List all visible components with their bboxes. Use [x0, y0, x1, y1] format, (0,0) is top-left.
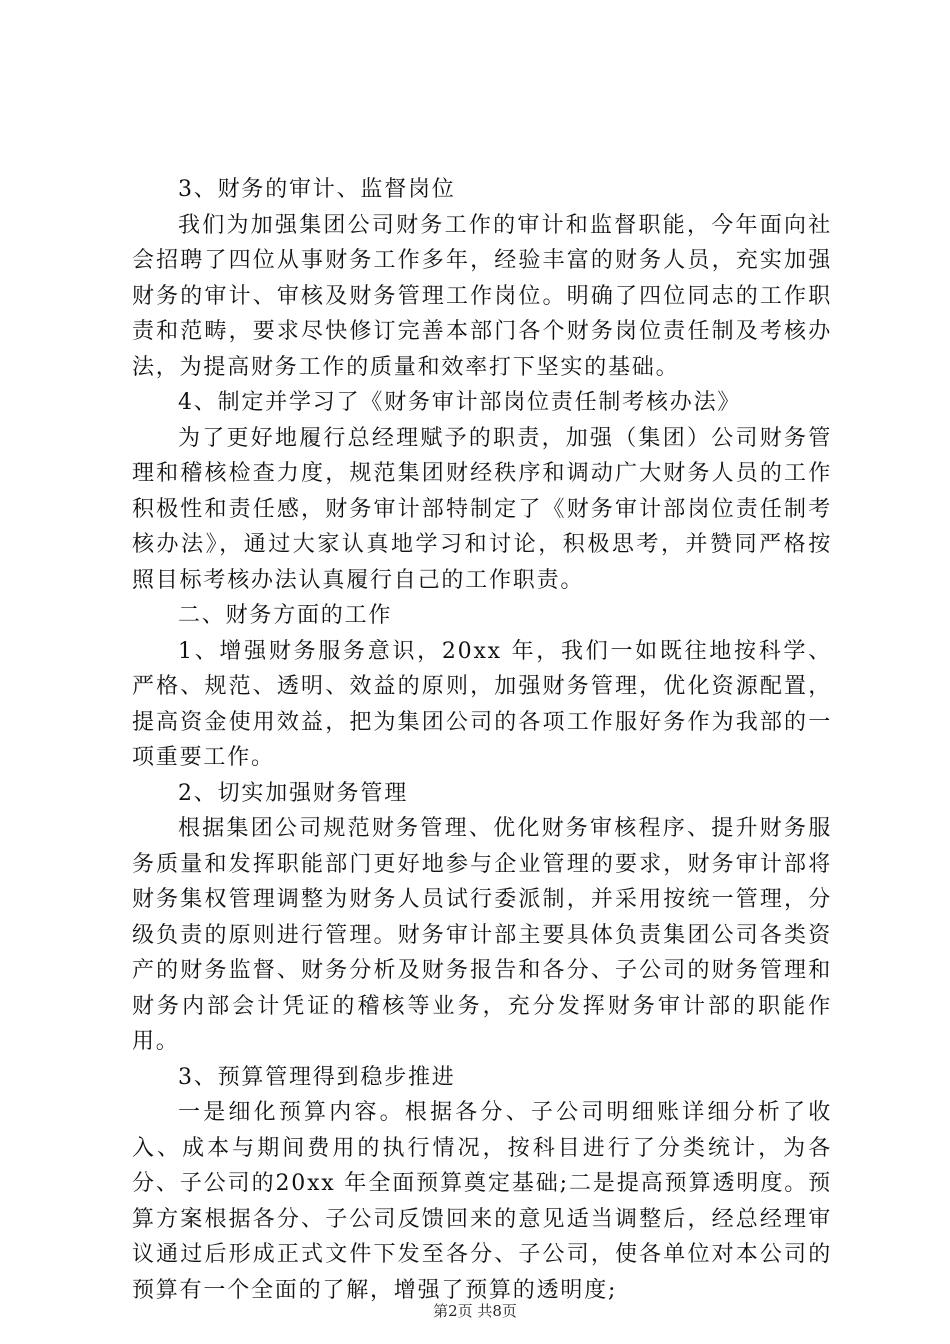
body-paragraph: 根据集团公司规范财务管理、优化财务审核程序、提升财务服务质量和发挥职能部门更好地参与企业管理的要求，财务审计部将财务集权管理调整为财务人员试行委派制，并采用按统一管理，分级负责的原则进行管理。财务审计部主要具体负责集团公司各类资产的财务监督、财务分析及财务报告和各分、子公司的财务管理和财务内部会计凭证的稽核等业务，充分发挥财务审计部的职能作用。 [132, 816, 832, 1054]
section-heading: 2、切实加强财务管理 [178, 780, 408, 806]
section-heading: 3、财务的审计、监督岗位 [178, 177, 456, 202]
section-heading: 3、预算管理得到稳步推进 [178, 1064, 456, 1090]
body-paragraph: 我们为加强集团公司财务工作的审计和监督职能，今年面向社会招聘了四位从事财务工作多年，经验丰富的财务人员，充实加强财务的审计、审核及财务管理工作岗位。明确了四位同志的工作职责和范畴，要求尽快修订完善本部门各个财务岗位责任制及考核办法，为提高财务工作的质量和效率打下坚实的基础。 [132, 212, 832, 380]
document-body [132, 172, 832, 1308]
body-paragraph: 一是细化预算内容。根据各分、子公司明细账详细分析了收入、成本与期间费用的执行情况，按科目进行了分类统计，为各分、子公司的20xx 年全面预算奠定基础;二是提高预算透明度。预算方案根据各分、子公司反馈回来的意见适当调整后，经总经理审议通过后形成正式文件下发至各分、子公司，使各单位对本公司的预算有一个全面的了解，增强了预算的透明度; [132, 1100, 832, 1303]
section-heading: 4、制定并学习了《财务审计部岗位责任制考核办法》 [178, 390, 742, 415]
body-paragraph: 为了更好地履行总经理赋予的职责，加强（集团）公司财务管理和稽核检查力度，规范集团财经秩序和调动广大财务人员的工作积极性和责任感，财务审计部特制定了《财务审计部岗位责任制考核办法》，通过大家认真地学习和讨论，积极思考，并赞同严格按照目标考核办法认真履行自己的工作职责。 [132, 425, 832, 593]
body-paragraph: 1、增强财务服务意识，20xx 年，我们一如既往地按科学、严格、规范、透明、效益的原则，加强财务管理，优化资源配置，提高资金使用效益，把为集团公司的各项工作服好务作为我部的一项重要工作。 [132, 638, 832, 770]
section-heading: 二、财务方面的工作 [178, 603, 393, 628]
page-number-footer: 第2页 共8页 [433, 1302, 517, 1320]
